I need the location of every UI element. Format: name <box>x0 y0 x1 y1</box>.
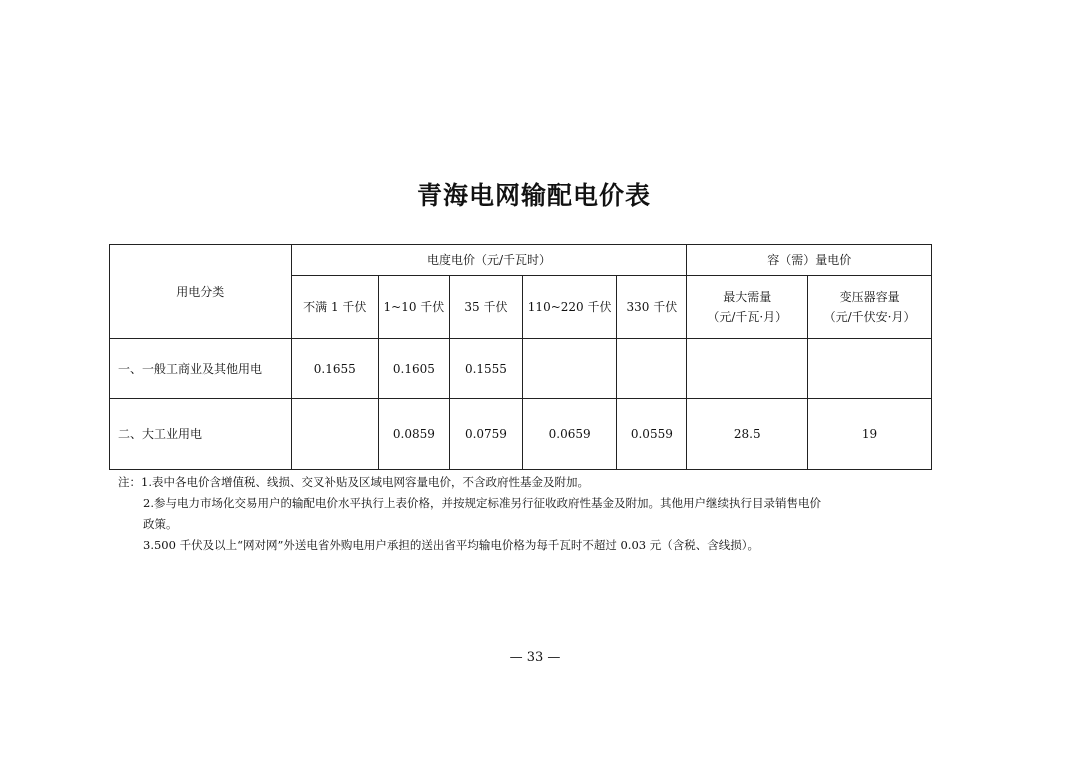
max-demand-label: 最大需量 <box>723 290 772 304</box>
table-notes <box>118 472 938 556</box>
table-row <box>110 399 932 470</box>
transformer-capacity-header <box>808 276 932 339</box>
table-cell: 0.1555 <box>449 339 522 399</box>
voltage-header: 不满 1 千伏 <box>291 276 378 339</box>
note-1: 注：1.表中各电价含增值税、线损、交叉补贴及区域电网容量电价，不含政府性基金及附加。 <box>118 475 589 489</box>
max-demand-header <box>687 276 808 339</box>
row-category: 二、大工业用电 <box>110 399 292 470</box>
row-category: 一、一般工商业及其他用电 <box>110 339 292 399</box>
energy-price-header: 电度电价（元/千瓦时） <box>291 245 687 276</box>
max-demand-unit: （元/千瓦·月） <box>707 310 788 324</box>
voltage-header: 330 千伏 <box>617 276 687 339</box>
transformer-capacity-label: 变压器容量 <box>839 290 900 304</box>
note-3: 3.500 千伏及以上“网对网”外送电省外购电用户承担的送出省平均输电价格为每千瓦时不超过 0.03 元（含税、含线损）。 <box>143 538 759 552</box>
tariff-table <box>109 244 932 470</box>
voltage-header: 1~10 千伏 <box>378 276 449 339</box>
transformer-capacity-unit: （元/千伏安·月） <box>823 310 916 324</box>
note-2: 2.参与电力市场化交易用户的输配电价水平执行上表价格，并按规定标准另行征收政府性基金及附加。其他用户继续执行目录销售电价 <box>143 496 821 510</box>
table-cell: 0.0659 <box>522 399 616 470</box>
page-number: — 33 — <box>509 650 561 665</box>
table-cell <box>617 339 687 399</box>
note-2-continued: 政策。 <box>143 517 178 531</box>
page-title: 青海电网输配电价表 <box>416 181 651 210</box>
voltage-header: 110~220 千伏 <box>522 276 616 339</box>
table-cell <box>808 339 932 399</box>
table-cell: 0.1605 <box>378 339 449 399</box>
voltage-header: 35 千伏 <box>449 276 522 339</box>
table-cell <box>522 339 616 399</box>
table-cell: 0.0559 <box>617 399 687 470</box>
header-row-1 <box>110 245 932 276</box>
table-cell: 28.5 <box>687 399 808 470</box>
table-cell <box>291 399 378 470</box>
table-cell: 0.1655 <box>291 339 378 399</box>
table-cell: 0.0759 <box>449 399 522 470</box>
table-row <box>110 339 932 399</box>
table-cell <box>687 339 808 399</box>
table-cell: 19 <box>808 399 932 470</box>
category-header: 用电分类 <box>110 245 292 339</box>
capacity-price-header: 容（需）量电价 <box>687 245 932 276</box>
table-cell: 0.0859 <box>378 399 449 470</box>
